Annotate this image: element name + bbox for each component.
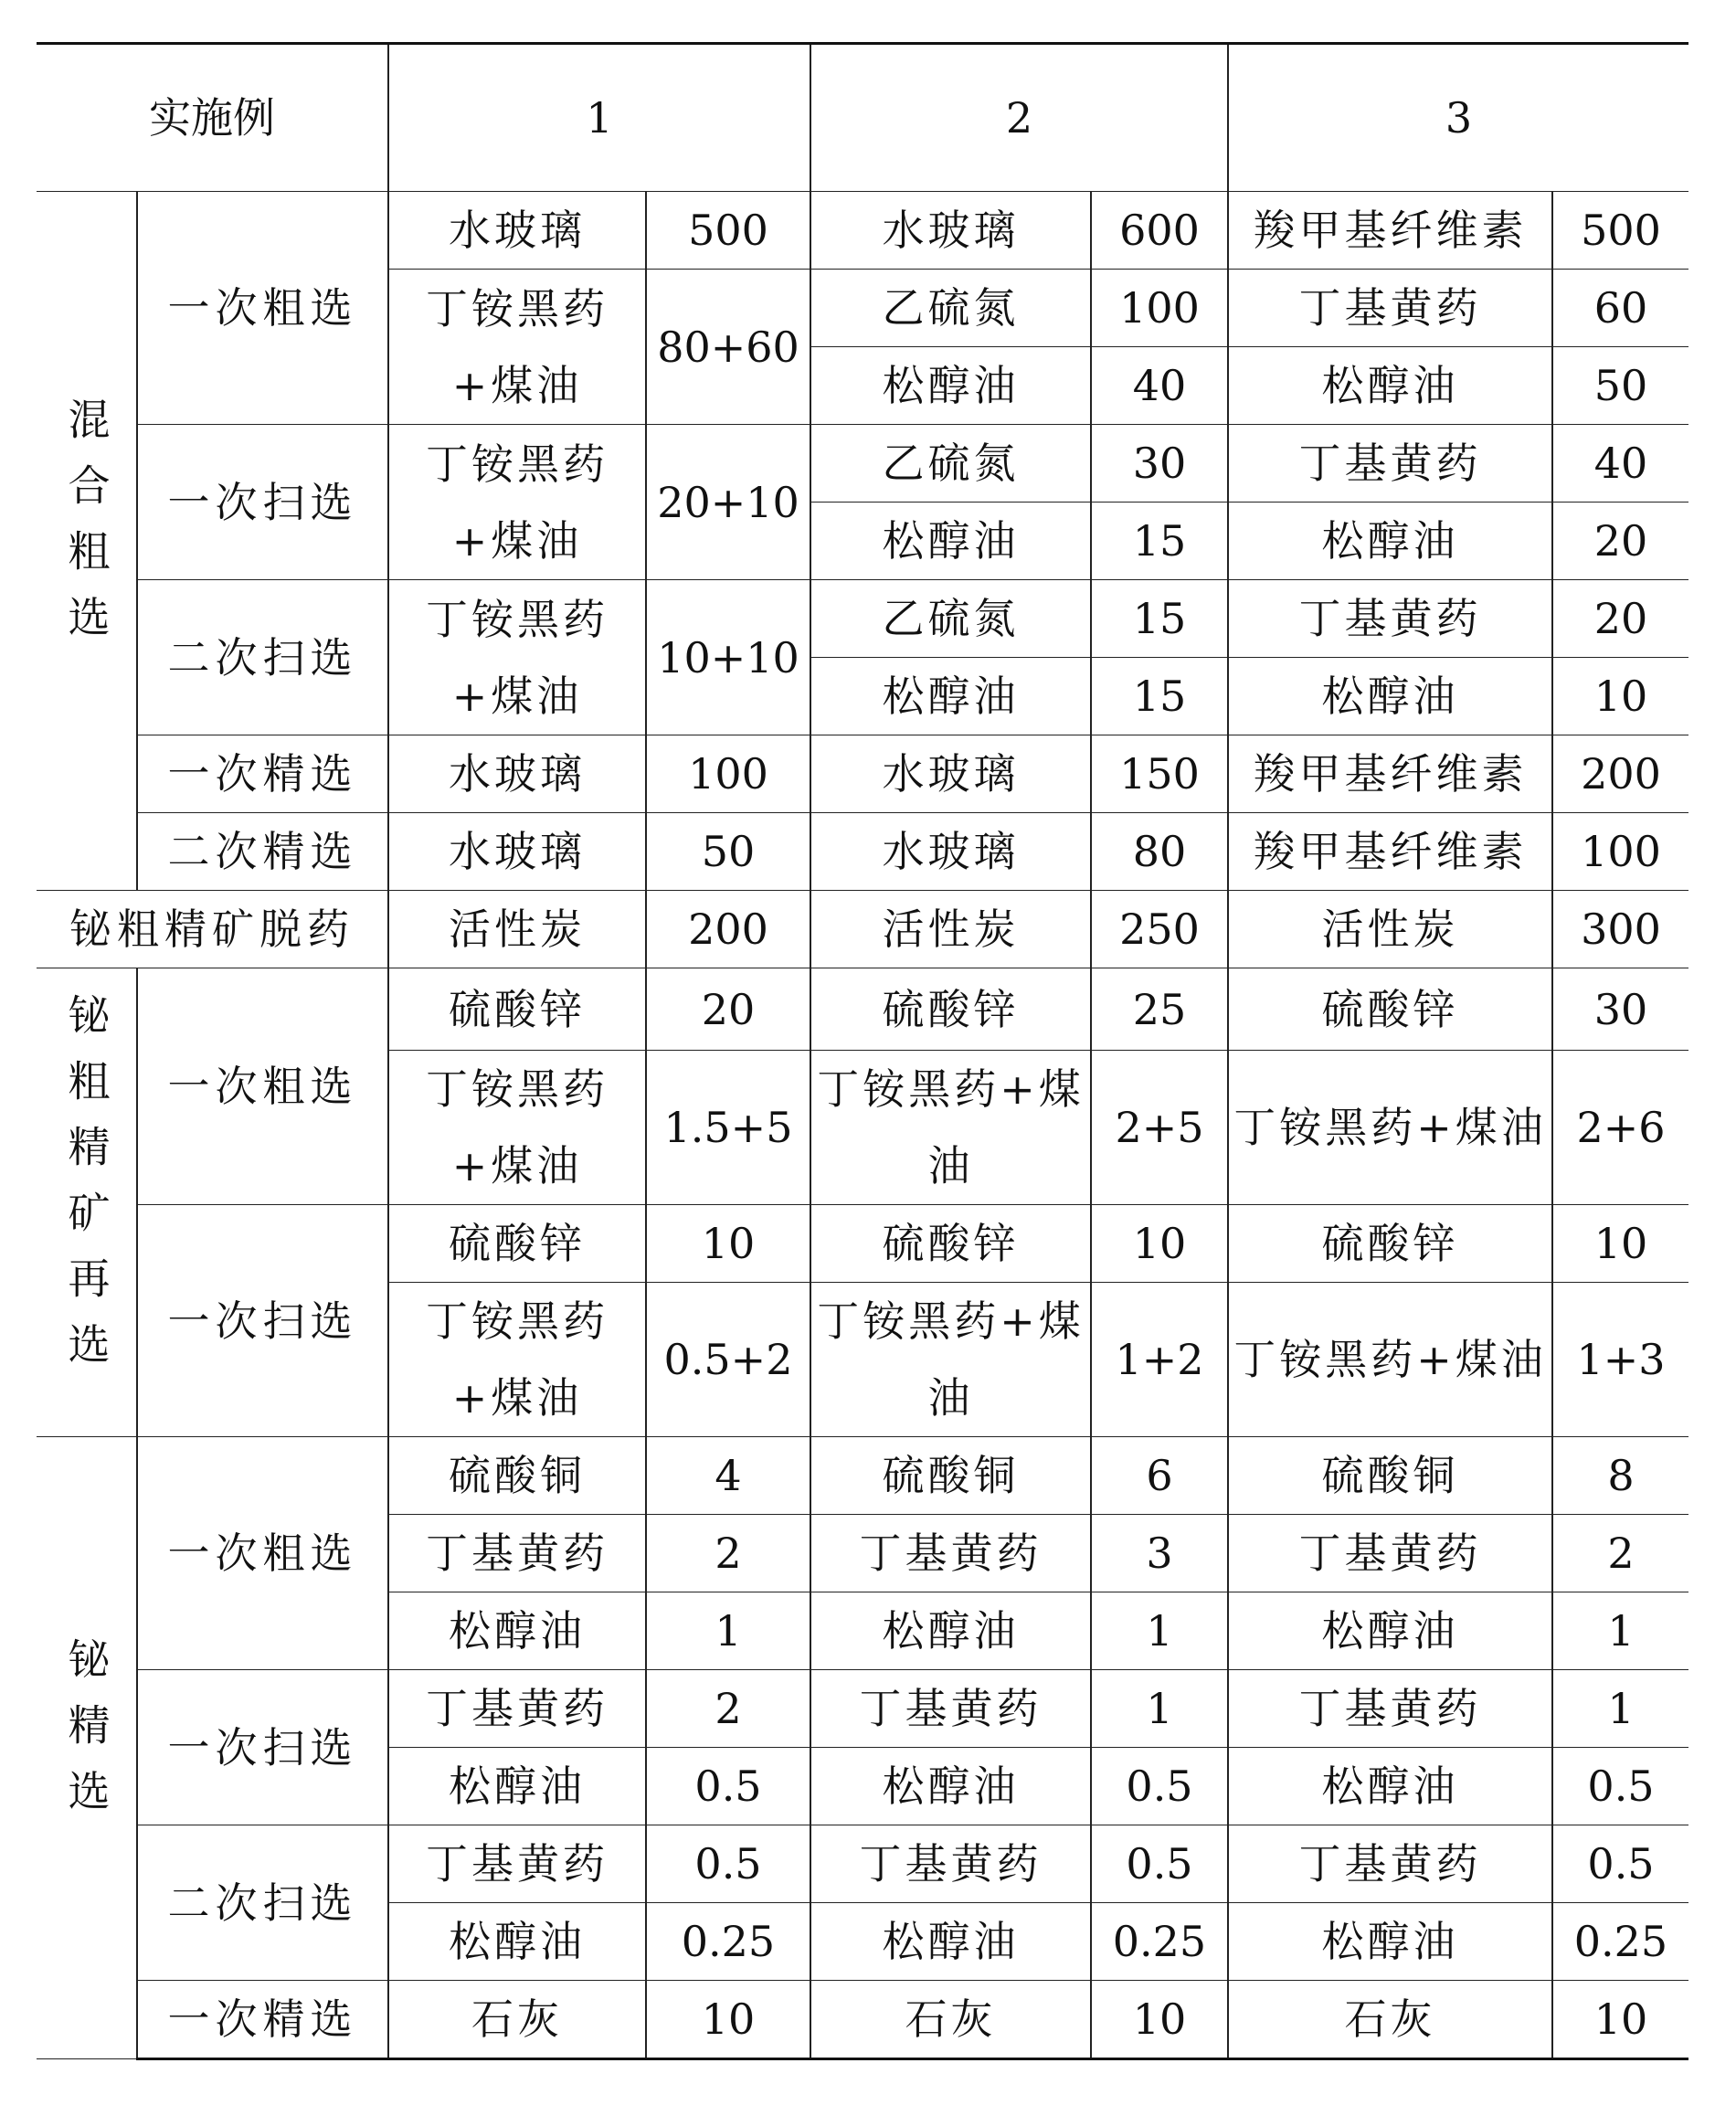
- header-label: 实施例: [37, 44, 388, 192]
- reagent-cell: 硫酸铜: [1228, 1437, 1552, 1515]
- dosage-cell: 50: [1552, 347, 1688, 425]
- reagent-cell: 水玻璃: [388, 813, 646, 891]
- dosage-cell: 200: [646, 891, 810, 968]
- dosage-cell: 2+5: [1091, 1051, 1228, 1205]
- dosage-cell: 10: [646, 1981, 810, 2059]
- stage-label: 二次扫选: [137, 1825, 388, 1981]
- reagent-cell: 硫酸锌: [388, 968, 646, 1051]
- dosage-cell: 4: [646, 1437, 810, 1515]
- reagent-cell: 丁铵黑药+煤油: [388, 1051, 646, 1205]
- dosage-cell: 0.5+2: [646, 1283, 810, 1437]
- dosage-cell: 2: [646, 1515, 810, 1592]
- dosage-cell: 0.5: [1552, 1748, 1688, 1825]
- reagent-cell: 乙硫氮: [810, 580, 1091, 658]
- reagent-cell: 水玻璃: [810, 735, 1091, 813]
- stage-label: 二次精选: [137, 813, 388, 891]
- dosage-cell: 150: [1091, 735, 1228, 813]
- reagent-cell: 松醇油: [1228, 1748, 1552, 1825]
- section-bi-cleaning: 铋精选: [37, 1437, 137, 2059]
- dosage-cell: 20: [1552, 580, 1688, 658]
- dosage-cell: 80+60: [646, 270, 810, 425]
- dosage-cell: 1: [1552, 1592, 1688, 1670]
- reagent-cell: 丁铵黑药+煤油: [388, 425, 646, 580]
- dosage-cell: 8: [1552, 1437, 1688, 1515]
- dosage-cell: 6: [1091, 1437, 1228, 1515]
- reagent-cell: 丁基黄药: [1228, 1825, 1552, 1903]
- reagent-cell: 松醇油: [388, 1592, 646, 1670]
- dosage-cell: 0.25: [1091, 1903, 1228, 1981]
- header-example-3: 3: [1228, 44, 1688, 192]
- dosage-cell: 0.5: [1091, 1748, 1228, 1825]
- dosage-cell: 3: [1091, 1515, 1228, 1592]
- reagent-cell: 丁基黄药: [810, 1515, 1091, 1592]
- reagent-cell: 硫酸锌: [810, 968, 1091, 1051]
- dosage-cell: 600: [1091, 192, 1228, 270]
- reagent-cell: 硫酸锌: [810, 1205, 1091, 1283]
- dosage-cell: 10: [1091, 1981, 1228, 2059]
- reagent-cell: 丁铵黑药+煤油: [810, 1283, 1091, 1437]
- dosage-cell: 100: [1091, 270, 1228, 347]
- section-mixed-roughing: 混合粗选: [37, 192, 137, 891]
- stage-label: 一次扫选: [137, 1205, 388, 1437]
- dosage-cell: 1: [1091, 1592, 1228, 1670]
- dosage-cell: 100: [646, 735, 810, 813]
- reagent-cell: 水玻璃: [388, 192, 646, 270]
- dosage-cell: 10: [1552, 658, 1688, 735]
- dosage-cell: 20: [1552, 503, 1688, 580]
- header-example-2: 2: [810, 44, 1228, 192]
- reagent-cell: 丁铵黑药+煤油: [1228, 1283, 1552, 1437]
- dosage-cell: 0.5: [646, 1748, 810, 1825]
- stage-label: 一次扫选: [137, 1670, 388, 1825]
- stage-label: 一次精选: [137, 735, 388, 813]
- section-bi-rough-recleaning: 铋粗精矿再选: [37, 968, 137, 1437]
- reagent-cell: 丁基黄药: [1228, 1515, 1552, 1592]
- reagent-cell: 羧甲基纤维素: [1228, 813, 1552, 891]
- reagent-cell: 丁基黄药: [810, 1670, 1091, 1748]
- reagent-cell: 乙硫氮: [810, 425, 1091, 503]
- dosage-cell: 300: [1552, 891, 1688, 968]
- reagent-cell: 丁铵黑药+煤油: [810, 1051, 1091, 1205]
- dosage-cell: 0.25: [1552, 1903, 1688, 1981]
- reagent-cell: 水玻璃: [388, 735, 646, 813]
- reagent-cell: 羧甲基纤维素: [1228, 192, 1552, 270]
- dosage-cell: 250: [1091, 891, 1228, 968]
- reagent-cell: 丁基黄药: [1228, 425, 1552, 503]
- reagent-cell: 丁铵黑药+煤油: [1228, 1051, 1552, 1205]
- dosage-cell: 50: [646, 813, 810, 891]
- dosage-cell: 40: [1552, 425, 1688, 503]
- stage-label: 一次扫选: [137, 425, 388, 580]
- dosage-cell: 30: [1091, 425, 1228, 503]
- dosage-cell: 80: [1091, 813, 1228, 891]
- reagent-cell: 丁铵黑药+煤油: [388, 270, 646, 425]
- reagent-cell: 丁基黄药: [1228, 1670, 1552, 1748]
- reagent-cell: 松醇油: [810, 347, 1091, 425]
- reagent-cell: 松醇油: [1228, 1592, 1552, 1670]
- dosage-cell: 2: [1552, 1515, 1688, 1592]
- dosage-cell: 10: [1091, 1205, 1228, 1283]
- dosage-cell: 15: [1091, 658, 1228, 735]
- dosage-cell: 10+10: [646, 580, 810, 735]
- stage-label: 一次粗选: [137, 192, 388, 425]
- dosage-cell: 2+6: [1552, 1051, 1688, 1205]
- dosage-cell: 20+10: [646, 425, 810, 580]
- reagent-cell: 松醇油: [1228, 658, 1552, 735]
- dosage-cell: 20: [646, 968, 810, 1051]
- dosage-cell: 1+2: [1091, 1283, 1228, 1437]
- dosage-cell: 30: [1552, 968, 1688, 1051]
- reagent-cell: 丁基黄药: [388, 1825, 646, 1903]
- dosage-cell: 100: [1552, 813, 1688, 891]
- dosage-cell: 1: [646, 1592, 810, 1670]
- reagent-cell: 羧甲基纤维素: [1228, 735, 1552, 813]
- dosage-cell: 0.5: [646, 1825, 810, 1903]
- dosage-cell: 1+3: [1552, 1283, 1688, 1437]
- dosage-cell: 1: [1091, 1670, 1228, 1748]
- dosage-cell: 2: [646, 1670, 810, 1748]
- stage-label: 一次粗选: [137, 968, 388, 1205]
- dosage-cell: 0.5: [1091, 1825, 1228, 1903]
- reagent-cell: 丁铵黑药+煤油: [388, 1283, 646, 1437]
- reagent-cell: 丁基黄药: [1228, 580, 1552, 658]
- reagent-cell: 水玻璃: [810, 813, 1091, 891]
- dosage-cell: 25: [1091, 968, 1228, 1051]
- dosage-cell: 15: [1091, 503, 1228, 580]
- reagent-cell: 水玻璃: [810, 192, 1091, 270]
- reagent-cell: 石灰: [388, 1981, 646, 2059]
- reagent-dosage-table: [37, 42, 1688, 2060]
- dosage-cell: 500: [646, 192, 810, 270]
- reagent-cell: 松醇油: [388, 1903, 646, 1981]
- header-example-1: 1: [388, 44, 810, 192]
- reagent-cell: 松醇油: [810, 1592, 1091, 1670]
- dosage-cell: 10: [1552, 1205, 1688, 1283]
- reagent-cell: 硫酸铜: [810, 1437, 1091, 1515]
- reagent-cell: 丁基黄药: [810, 1825, 1091, 1903]
- dosage-cell: 15: [1091, 580, 1228, 658]
- reagent-cell: 丁基黄药: [388, 1670, 646, 1748]
- reagent-cell: 松醇油: [1228, 503, 1552, 580]
- reagent-cell: 硫酸铜: [388, 1437, 646, 1515]
- dosage-cell: 1: [1552, 1670, 1688, 1748]
- reagent-cell: 乙硫氮: [810, 270, 1091, 347]
- reagent-cell: 丁铵黑药+煤油: [388, 580, 646, 735]
- dosage-cell: 10: [646, 1205, 810, 1283]
- dosage-cell: 40: [1091, 347, 1228, 425]
- dosage-cell: 500: [1552, 192, 1688, 270]
- stage-label: 一次粗选: [137, 1437, 388, 1670]
- dosage-cell: 1.5+5: [646, 1051, 810, 1205]
- dosage-cell: 0.25: [646, 1903, 810, 1981]
- reagent-cell: 石灰: [810, 1981, 1091, 2059]
- dosage-cell: 10: [1552, 1981, 1688, 2059]
- reagent-cell: 松醇油: [810, 503, 1091, 580]
- reagent-cell: 石灰: [1228, 1981, 1552, 2059]
- section-depressing: 铋粗精矿脱药: [37, 891, 388, 968]
- reagent-cell: 丁基黄药: [1228, 270, 1552, 347]
- reagent-cell: 松醇油: [810, 1903, 1091, 1981]
- reagent-cell: 松醇油: [1228, 347, 1552, 425]
- reagent-cell: 硫酸锌: [1228, 968, 1552, 1051]
- reagent-cell: 松醇油: [388, 1748, 646, 1825]
- reagent-cell: 松醇油: [810, 1748, 1091, 1825]
- stage-label: 二次扫选: [137, 580, 388, 735]
- reagent-cell: 硫酸锌: [388, 1205, 646, 1283]
- dosage-cell: 0.5: [1552, 1825, 1688, 1903]
- dosage-cell: 60: [1552, 270, 1688, 347]
- reagent-cell: 松醇油: [1228, 1903, 1552, 1981]
- stage-label: 一次精选: [137, 1981, 388, 2059]
- reagent-cell: 松醇油: [810, 658, 1091, 735]
- reagent-cell: 丁基黄药: [388, 1515, 646, 1592]
- reagent-cell: 活性炭: [810, 891, 1091, 968]
- dosage-cell: 200: [1552, 735, 1688, 813]
- reagent-cell: 硫酸锌: [1228, 1205, 1552, 1283]
- reagent-cell: 活性炭: [1228, 891, 1552, 968]
- reagent-cell: 活性炭: [388, 891, 646, 968]
